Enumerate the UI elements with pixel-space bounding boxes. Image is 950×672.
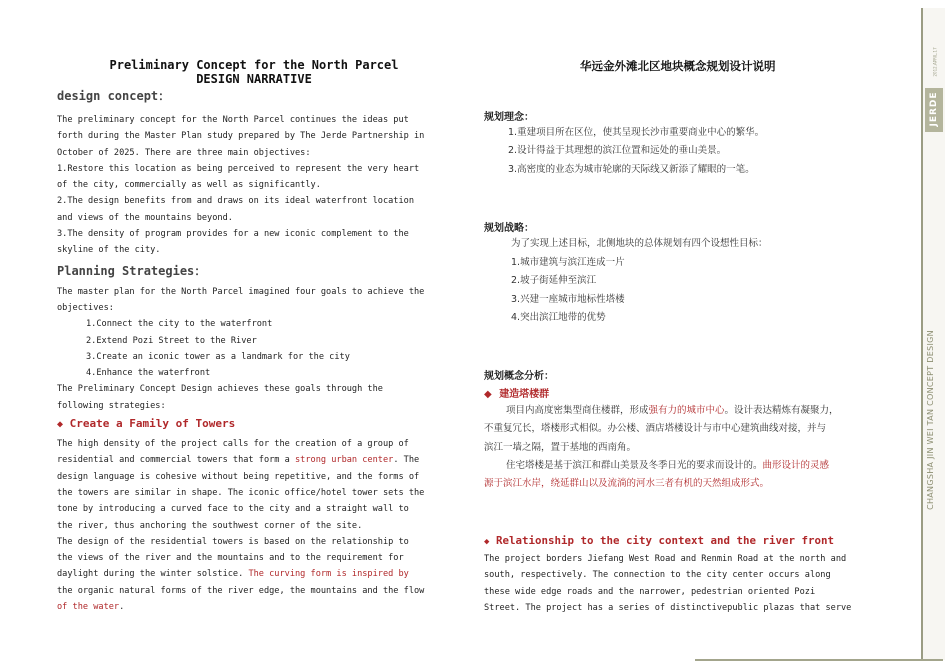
date-text: 2012.APRIL.17 [932,47,938,77]
text-line [484,402,904,420]
highlight-text: of the water [57,602,120,613]
text-line: 2.The design benefits from and draws on its ideal waterfront location [57,196,414,207]
text-line [57,566,469,582]
relation-heading [484,533,834,550]
goal-item: 2.Extend Pozi Street to the River [86,335,257,346]
highlight-text: 强有力的城市中心 [648,405,725,416]
text-line: The master plan for the North Parcel imagined four goals to achieve the [57,286,425,297]
text-span: . [119,602,125,613]
text-span: 住宅塔楼是基于滨江和群山美景及冬季日光的要求而设计的。 [506,459,763,471]
text-line: skyline of the city. [57,245,161,256]
relation-text [484,551,851,616]
highlight-text: 曲形设计的灵感 [762,459,830,471]
relation-heading-text: Relationship to the city context and the river front [495,534,834,547]
planning-text [57,284,469,414]
towers-heading [57,416,469,432]
highlight-line: the organic natural forms of the river edge, the mountains and the flow [57,585,425,596]
text-line: objectives: [57,302,114,313]
text-line: of the city, commercially as well as significantly. [57,180,321,191]
diamond-bullet-icon: ◆ [484,537,490,547]
date-label [929,40,939,80]
diamond-bullet-icon: ◆ [57,419,64,431]
text-line: these wide edge roads and the narrower, pedestrian oriented Pozi [484,586,816,597]
design-concept-heading: design concept： [57,89,171,103]
text-line [484,457,904,475]
jerde-logo [925,88,943,132]
planning-heading: Planning Strategies： [57,263,207,278]
highlight-text: strong urban center [295,455,394,466]
text-span: 项目内高度密集型商住楼群，形成 [506,405,649,416]
list-item: 2.坡子街延伸至滨江 [511,275,597,287]
text-line: The project borders Jiefang West Road and Renmin Road at the north and [484,554,847,564]
highlight-text: The curving form is inspired by [248,569,409,580]
goal-item: 3.Create an iconic tower as a landmark for the city [86,351,350,362]
strategy-list-zh [511,254,625,327]
side-band [921,8,945,660]
text-line: The preliminary concept for the North Parcel continues the ideas put [57,115,409,125]
text-line: the river, thus anchoring the southwest corner of the site. [57,520,363,531]
vertical-project-title: CHANGSHA JIN WEI TAN CONCEPT DESIGN [926,330,935,510]
goal-item: 1.Connect the city to the waterfront [86,319,273,330]
analysis-sub-text: 建造塔楼群 [499,389,550,400]
text-line: following strategies: [57,400,166,411]
list-item: 4.突出滨江地带的优势 [511,311,606,323]
english-title [39,58,469,86]
title-line-2: DESIGN NARRATIVE [196,72,312,86]
strategy-heading-zh: 规划战略： [484,223,534,234]
text-line: 不重复冗长，塔楼形式相似。办公楼、酒店塔楼设计与市中心建筑曲线对接，并与 [484,423,827,435]
text-line: 滨江一墙之隔，置于基地的西南角。 [484,441,637,453]
text-line: October of 2025. There are three main objectives: [57,147,311,158]
list-item: 1.重建项目所在区位，使其呈现长沙市重要商业中心的繁华。 [508,127,765,138]
list-item: 2.设计得益于其理想的滨江位置和远处的垂山美景。 [508,145,727,157]
towers-heading-text: Create a Family of Towers [69,417,236,431]
diamond-bullet-icon: ◆ [484,389,492,400]
text-line: design language is cohesive without being repetitive, and the forms of [57,471,420,482]
text-line [57,599,469,615]
analysis-text-zh [484,402,904,493]
text-span: daylight during the winter solstice. [57,569,249,580]
logo-text: JERDE [929,91,939,127]
towers-text [57,436,469,615]
text-line: the views of the river and the mountains and to the requirement for [57,553,404,564]
text-line: The high density of the project calls for the creation of a group of [57,439,409,450]
analysis-sub-zh [484,385,549,400]
text-line: forth during the Master Plan study prepared by The Jerde Partnership in [57,131,425,142]
text-line: 1.Restore this location as being perceived to represent the very heart [57,163,420,174]
bottom-divider [695,659,943,661]
text-line: and views of the mountains beyond. [57,212,233,223]
concept-heading-zh: 规划理念： [484,112,534,123]
highlight-line: 源于滨江水岸，绕延群山以及流淌的河水三者有机的天然组成形式。 [484,478,770,490]
analysis-heading-zh: 规划概念分析： [484,371,554,382]
english-column [57,58,469,615]
list-item: 1.城市建筑与滨江连成一片 [511,257,625,268]
chinese-title: 华远金外滩北区地块概念规划设计说明 [580,59,776,73]
list-item: 3.兴建一座城市地标性塔楼 [511,293,625,305]
goal-item: 4.Enhance the waterfront [86,368,211,379]
text-line: south, respectively. The connection to the city center occurs along [484,570,831,581]
text-line: tone by introducing a curved face to the city and a straight wall to [57,504,409,515]
text-line: Street. The project has a series of distinctivepublic plazas that serve [484,602,852,613]
design-concept-text [57,112,469,259]
text-line: The design of the residential towers is based on the relationship to [57,536,409,547]
text-span: residential and commercial towers that form a [57,455,295,466]
text-line [57,452,469,468]
text-span: 。设计表达精炼有凝聚力， [724,405,839,416]
text-span: . The [393,455,420,466]
list-item: 3.高密度的业态为城市轮廓的天际线又新添了耀眼的一笔。 [508,163,755,175]
text-line: 3.The density of program provides for a new iconic complement to the [57,229,409,240]
concept-list-zh [508,124,764,179]
title-line-1: Preliminary Concept for the North Parcel [109,58,399,72]
text-line: The Preliminary Concept Design achieves these goals through the [57,384,383,395]
strategy-intro-zh: 为了实现上述目标，北侧地块的总体规划有四个设想性目标： [511,238,768,249]
text-line: the towers are similar in shape. The iconic office/hotel tower sets the [57,487,425,498]
